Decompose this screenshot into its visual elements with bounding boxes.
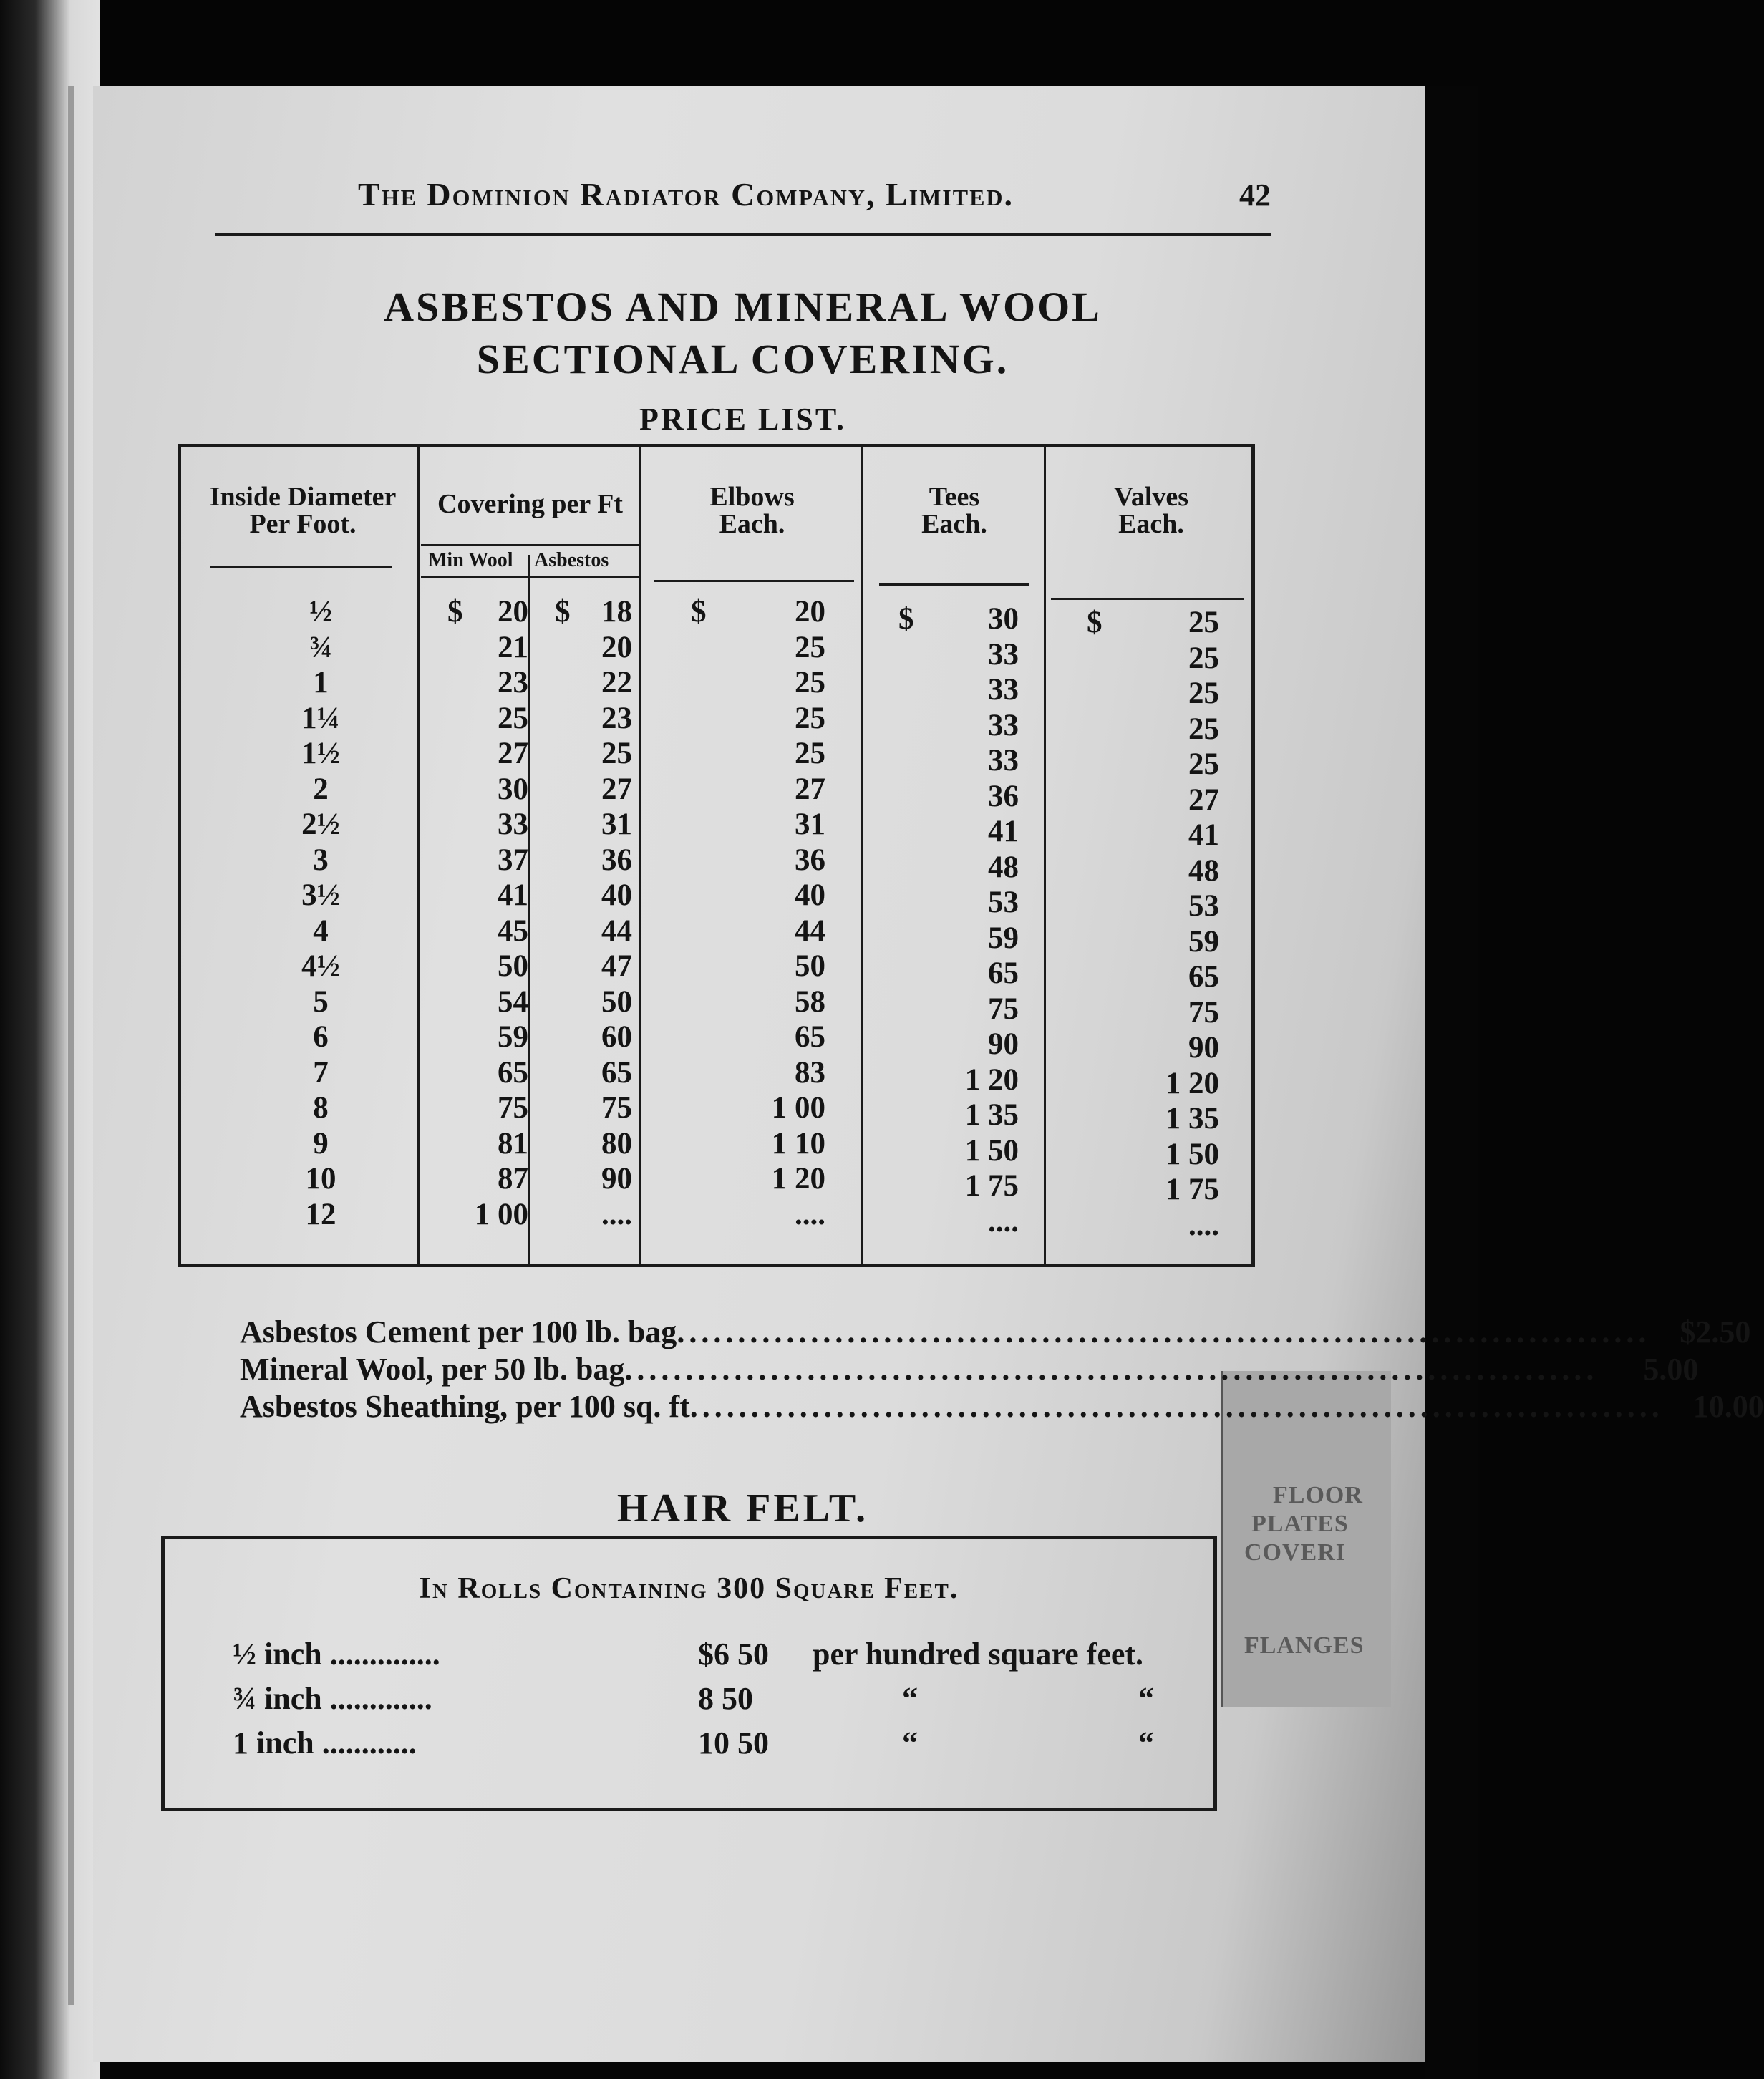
hair-felt-heading: In Rolls Containing 300 Square Feet. (419, 1572, 959, 1605)
hair-felt-title: HAIR FELT. (616, 1486, 869, 1531)
price-table (178, 444, 1255, 1267)
felt-unit: per hundred square feet. (813, 1637, 1144, 1672)
minwool-cell: 65 (498, 1055, 528, 1090)
tees-cell: 36 (988, 779, 1019, 813)
page-title-line2: SECTIONAL COVERING. (476, 336, 1009, 382)
ditto-mark: “ (902, 1681, 918, 1716)
elbows-cell: 83 (795, 1055, 825, 1090)
misc-item (240, 1351, 1699, 1388)
asbestos-cell: 25 (601, 737, 632, 770)
elbows-cell: 44 (795, 914, 825, 948)
diameter-cell: ½ (309, 595, 333, 629)
diameter-cell: 10 (305, 1162, 336, 1196)
felt-price: $6 50 (698, 1637, 769, 1672)
running-head (215, 175, 1271, 236)
tees-cell: 48 (988, 850, 1019, 884)
misc-item-label: Mineral Wool, per 50 lb. bag (240, 1352, 625, 1387)
diameter-cell: 4 (313, 914, 329, 948)
tees-cell: 65 (988, 956, 1019, 990)
diameter-cell: 1¼ (301, 701, 340, 735)
valves-cell: 53 (1188, 889, 1219, 923)
felt-thickness: ¾ inch ............. (233, 1681, 432, 1716)
header-rule (210, 566, 392, 568)
tees-cell: 75 (988, 992, 1019, 1026)
elbows-cell: .... (795, 1197, 825, 1231)
valves-cell: 48 (1188, 853, 1219, 888)
valves-cell: 1 50 (1165, 1137, 1219, 1171)
asbestos-cell: .... (601, 1197, 632, 1231)
header-rule (421, 544, 639, 546)
tees-cell: 33 (988, 637, 1019, 672)
minwool-cell: 50 (498, 949, 528, 983)
diameter-cell: 8 (313, 1091, 329, 1125)
binding-edge (0, 0, 100, 2079)
tees-cell: 1 20 (964, 1062, 1019, 1097)
elbows-cell: 36 (795, 843, 825, 877)
currency-sign: $ (1087, 606, 1102, 639)
asbestos-cell: 80 (601, 1126, 632, 1160)
tab-text: PLATES (1251, 1511, 1349, 1537)
valves-cell: 25 (1188, 641, 1219, 675)
tees-cell: .... (988, 1204, 1019, 1239)
diameter-cell: 6 (313, 1020, 329, 1054)
header-rule (879, 583, 1029, 586)
asbestos-cell: 18 (601, 595, 632, 629)
felt-price: 10 50 (698, 1725, 769, 1760)
header-minwool: Min Wool (428, 549, 513, 571)
valves-cell: 25 (1188, 677, 1219, 710)
misc-item (240, 1314, 1751, 1351)
elbows-cell: 58 (795, 984, 825, 1019)
valves-cell: 27 (1188, 782, 1219, 817)
elbows-cell: 20 (795, 595, 825, 629)
header-diameter: Inside Diameter Per Foot. (209, 482, 397, 539)
diameter-cell: 2 (313, 772, 329, 806)
tees-cell: 41 (988, 815, 1019, 848)
header-rule (1051, 598, 1244, 600)
minwool-cell: 23 (498, 666, 528, 699)
tab-text: COVERI (1244, 1539, 1347, 1566)
ditto-mark: “ (1138, 1681, 1154, 1716)
misc-price-list (240, 1314, 1764, 1425)
valves-cell: 1 20 (1165, 1066, 1219, 1100)
valves-cell: 1 35 (1165, 1102, 1219, 1135)
elbows-cell: 50 (795, 949, 825, 983)
valves-cell: 25 (1188, 747, 1219, 781)
elbows-cell: 25 (795, 737, 825, 770)
header-rule (421, 576, 639, 578)
elbows-cell: 65 (795, 1020, 825, 1054)
asbestos-cell: 40 (601, 878, 632, 912)
header-valves: Valves Each. (1113, 482, 1189, 539)
elbows-cell: 31 (795, 808, 825, 841)
valves-cell: 25 (1188, 606, 1219, 639)
tees-cell: 30 (988, 602, 1019, 636)
minwool-cell: 59 (498, 1020, 528, 1054)
diameter-cell: 3½ (301, 878, 340, 912)
elbows-cell: 25 (795, 666, 825, 699)
minwool-cell: 30 (498, 772, 528, 806)
elbows-cell: 25 (795, 701, 825, 735)
diameter-cell: 5 (313, 984, 329, 1019)
header-elbows: Elbows Each. (709, 482, 795, 539)
header-asbestos: Asbestos (534, 549, 609, 571)
leader-dots: ................................................................................ (689, 1389, 1664, 1424)
diameter-cell: 9 (313, 1126, 329, 1160)
elbows-cell: 1 10 (771, 1126, 825, 1160)
diameter-cell: 7 (313, 1055, 329, 1090)
valves-cell: 41 (1188, 818, 1219, 852)
diameter-cell: 3 (313, 843, 329, 877)
valves-cell: 90 (1188, 1031, 1219, 1065)
valves-cell: 1 75 (1165, 1173, 1219, 1206)
diameter-cell: 4½ (301, 949, 340, 983)
minwool-cell: 87 (498, 1162, 528, 1196)
diameter-cell: 12 (305, 1197, 336, 1231)
asbestos-cell: 31 (601, 808, 632, 841)
minwool-cell: 45 (498, 914, 528, 948)
misc-item-label: Asbestos Cement per 100 lb. bag (240, 1314, 677, 1349)
elbows-cell: 1 20 (771, 1162, 825, 1196)
header-rule (654, 580, 854, 582)
page-title: ASBESTOS AND MINERAL WOOL (384, 284, 1102, 330)
minwool-cell: 27 (498, 737, 528, 770)
misc-item-price: $2.50 (1680, 1314, 1751, 1349)
ditto-mark: “ (1138, 1725, 1154, 1760)
elbows-cell: 27 (795, 772, 825, 806)
asbestos-column (546, 594, 632, 1232)
asbestos-cell: 50 (601, 984, 632, 1019)
column-rule (639, 447, 641, 1264)
tees-cell: 1 35 (964, 1098, 1019, 1132)
elbows-cell: 1 00 (771, 1091, 825, 1125)
misc-item-price: 5.00 (1643, 1352, 1699, 1387)
elbows-column (711, 594, 825, 1232)
tees-cell: 59 (988, 921, 1019, 955)
tees-cell: 1 75 (964, 1169, 1019, 1203)
valves-cell: .... (1188, 1208, 1219, 1242)
diameter-cell: 1 (313, 666, 329, 699)
asbestos-cell: 36 (601, 843, 632, 877)
currency-sign: $ (555, 595, 571, 629)
felt-thickness: ½ inch .............. (233, 1637, 440, 1672)
leader-dots: ................................................................................ (677, 1314, 1651, 1349)
tab-text: FLANGES (1244, 1632, 1365, 1659)
currency-sign: $ (691, 595, 707, 629)
header-covering: Covering per Ft (437, 489, 623, 519)
minwool-cell: 41 (498, 878, 528, 912)
ditto-mark: “ (902, 1725, 918, 1760)
asbestos-cell: 47 (601, 949, 632, 983)
page-number: 42 (1239, 178, 1271, 213)
header-tees: Tees Each. (921, 482, 987, 539)
valves-cell: 25 (1188, 712, 1219, 746)
minwool-cell: 25 (498, 701, 528, 735)
hair-felt-box (161, 1536, 1217, 1811)
currency-sign: $ (447, 595, 463, 629)
asbestos-cell: 22 (601, 666, 632, 699)
tees-cell: 90 (988, 1027, 1019, 1061)
asbestos-cell: 27 (601, 772, 632, 806)
tab-text: FLOOR (1273, 1482, 1363, 1508)
misc-item-price: 10.00 (1692, 1389, 1764, 1424)
diameter-cell: 2½ (301, 808, 340, 841)
column-rule (417, 447, 420, 1264)
asbestos-cell: 23 (601, 701, 632, 735)
elbows-cell: 25 (795, 630, 825, 664)
felt-price: 8 50 (698, 1681, 753, 1716)
misc-item-label: Asbestos Sheathing, per 100 sq. ft (240, 1389, 690, 1424)
asbestos-cell: 20 (601, 630, 632, 664)
asbestos-cell: 90 (601, 1162, 632, 1196)
asbestos-cell: 75 (601, 1091, 632, 1125)
valves-cell: 75 (1188, 995, 1219, 1029)
minwool-cell: 1 00 (474, 1197, 528, 1231)
asbestos-cell: 60 (601, 1020, 632, 1054)
diameter-cell: ¾ (309, 630, 333, 664)
minwool-cell: 33 (498, 808, 528, 841)
tees-cell: 33 (988, 708, 1019, 742)
minwool-cell: 54 (498, 984, 528, 1019)
tees-cell: 1 50 (964, 1133, 1019, 1168)
misc-item (240, 1388, 1764, 1425)
page-subtitle: PRICE LIST. (639, 402, 846, 437)
minwool-cell: 75 (498, 1091, 528, 1125)
tees-column (911, 601, 1019, 1239)
gutter-line (68, 86, 74, 2005)
column-rule (1044, 447, 1046, 1264)
diameter-cell: 1½ (301, 737, 340, 770)
valves-cell: 59 (1188, 924, 1219, 959)
tees-cell: 33 (988, 744, 1019, 777)
column-rule (861, 447, 863, 1264)
minwool-cell: 21 (498, 630, 528, 664)
leader-dots: ................................................................................ (624, 1352, 1599, 1387)
elbows-cell: 40 (795, 878, 825, 912)
felt-thickness: 1 inch ............ (233, 1725, 417, 1760)
diameter-column (289, 594, 353, 1232)
tees-cell: 53 (988, 886, 1019, 919)
valves-column (1101, 605, 1219, 1243)
publisher-name: The Dominion Radiator Company, Limited. (358, 176, 1014, 213)
tees-cell: 33 (988, 673, 1019, 707)
asbestos-cell: 65 (601, 1055, 632, 1090)
column-rule (528, 555, 530, 1264)
currency-sign: $ (898, 602, 914, 636)
valves-cell: 65 (1188, 960, 1219, 994)
asbestos-cell: 44 (601, 914, 632, 948)
minwool-cell: 81 (498, 1126, 528, 1160)
minwool-column (446, 594, 528, 1232)
minwool-cell: 20 (498, 595, 528, 629)
scan-shadow (1425, 86, 1478, 2079)
minwool-cell: 37 (498, 843, 528, 877)
